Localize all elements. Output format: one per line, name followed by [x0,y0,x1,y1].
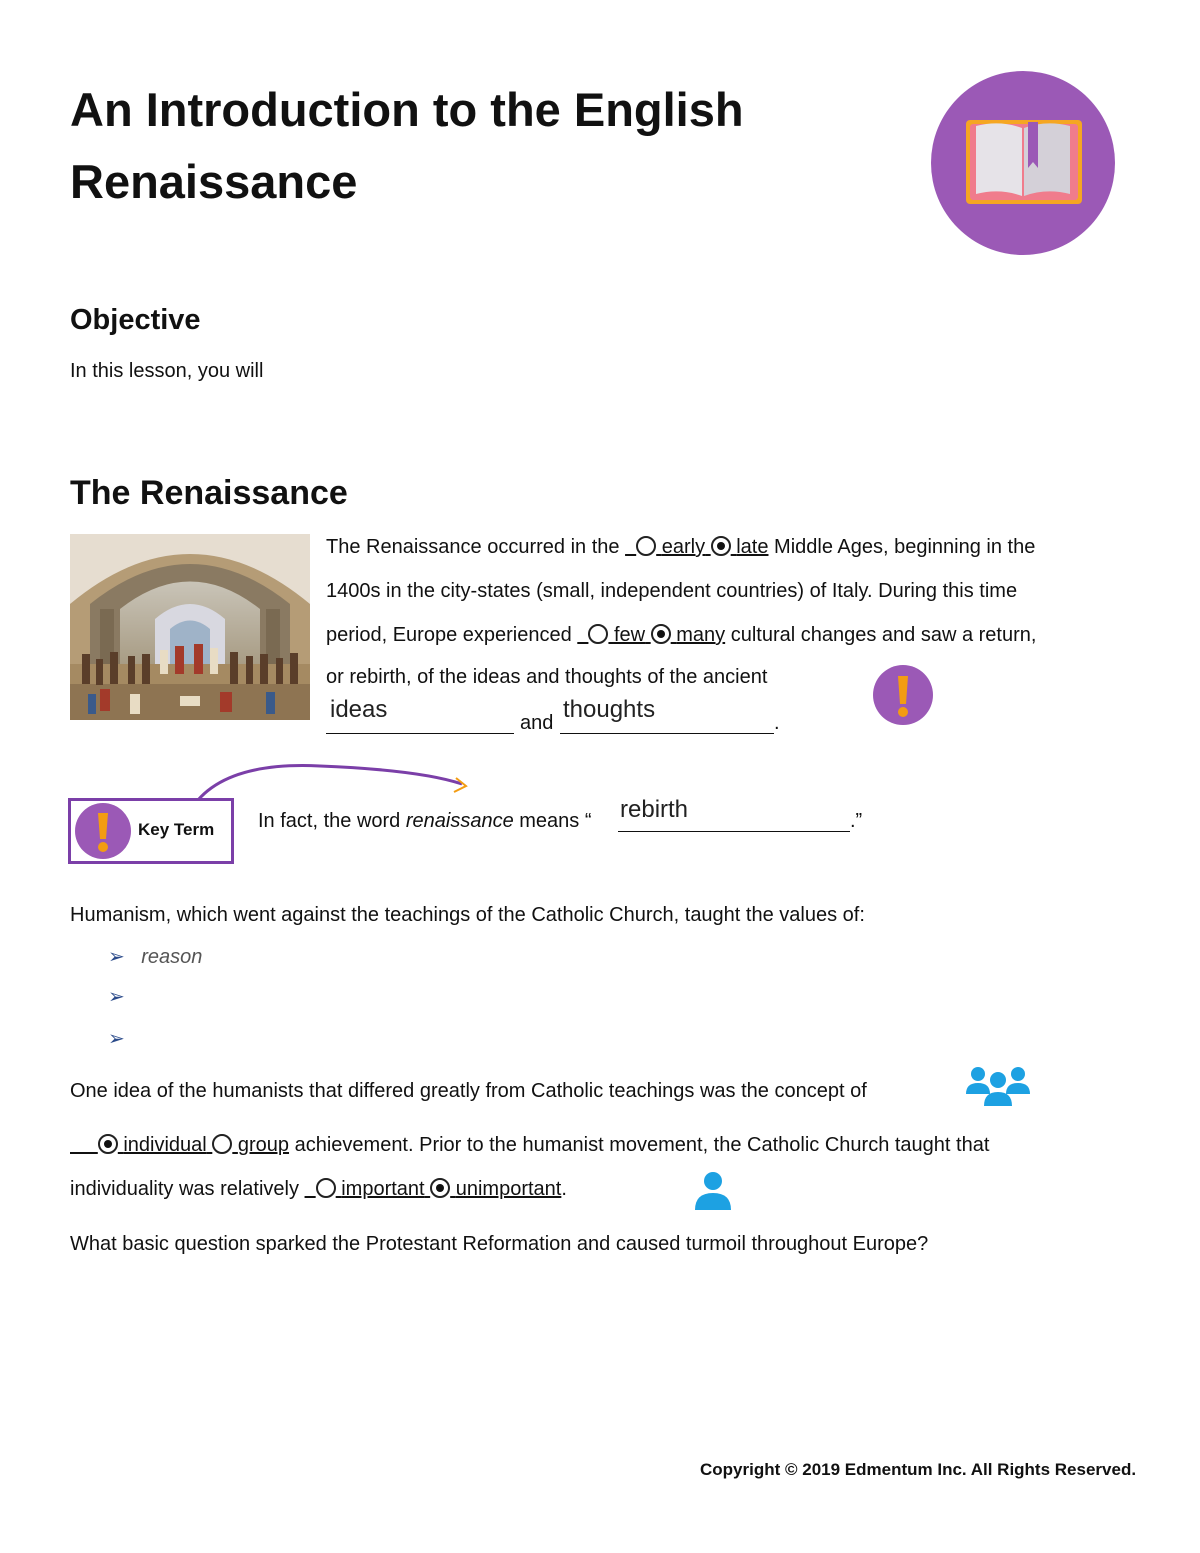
renaissance-line-4: or rebirth, of the ideas and thoughts of the ancient [326,666,768,688]
humanism-value-2 [108,984,137,1009]
humanism-intro: Humanism, which went against the teachings of the Catholic Church, taught the values of: [70,904,865,926]
few-option-label: few [613,624,646,646]
many-option-label: many [676,624,726,646]
objective-text: In this lesson, you will [70,360,264,382]
renaissance-text-3b: cultural changes and saw a return, [730,624,1037,646]
page-title: An Introduction to the English Renaissance [70,83,744,208]
unimportant-radio[interactable] [430,1178,450,1198]
renaissance-heading: The Renaissance [70,474,348,512]
arrow-bullet-icon: ➢ [108,946,125,968]
rebirth-blank-line [618,831,850,832]
renaissance-text-3a: period, Europe experienced [326,624,572,646]
humanism-value-1 [108,944,202,969]
late-option-label: late [736,536,769,558]
key-term-sentence [258,810,592,833]
late-radio[interactable] [711,536,731,556]
ancient-blank-2-line [560,733,774,734]
key-term-text-b: means “ [519,810,592,832]
humanist-idea-text-2b: achievement. Prior to the humanist movement, the Catholic Church taught that [294,1134,990,1156]
key-term-label: Key Term [138,820,215,839]
early-radio[interactable] [636,536,656,556]
important-unimportant-choice [305,1178,562,1200]
humanist-idea-line-2 [70,1134,989,1157]
key-term-text-a: In fact, the word [258,810,401,832]
ancient-blank-2-value[interactable]: thoughts [563,696,656,723]
humanism-value-1-text[interactable]: reason [141,946,203,968]
person-icon [692,1170,734,1212]
rebirth-blank-value[interactable]: rebirth [620,796,689,823]
many-radio[interactable] [651,624,671,644]
early-late-choice [625,536,768,558]
unimportant-option-label: unimportant [455,1178,562,1200]
school-of-athens-painting [70,534,310,720]
ancient-period: . [774,712,780,734]
renaissance-line-3 [326,624,1036,647]
ancient-blank-1-value[interactable]: ideas [330,696,388,723]
renaissance-line-2: 1400s in the city-states (small, independent countries) of Italy. During this time [326,580,1018,602]
humanist-idea-line-1: One idea of the humanists that differed greatly from Catholic teachings was the concept of [70,1080,867,1102]
humanist-idea-text-3a: individuality was relatively [70,1178,299,1200]
important-radio[interactable] [316,1178,336,1198]
exclamation-icon [872,664,934,726]
renaissance-text-1a: The Renaissance occurred in the [326,536,620,558]
key-term-exclamation-icon [74,802,132,860]
group-radio[interactable] [212,1134,232,1154]
people-group-icon [964,1064,1034,1110]
individual-option-label: individual [123,1134,207,1156]
and-text: and [520,712,554,734]
key-term-text-c: .” [850,810,863,832]
renaissance-text-1b: Middle Ages, beginning in the [774,536,1036,558]
individual-radio[interactable] [98,1134,118,1154]
key-term-word: renaissance [405,810,514,832]
group-option-label: group [237,1134,290,1156]
few-radio[interactable] [588,624,608,644]
copyright-notice: Copyright © 2019 Edmentum Inc. All Rights Reserved. [700,1460,1137,1479]
humanist-idea-end: . [561,1178,567,1200]
arrow-bullet-icon: ➢ [108,986,125,1008]
few-many-choice [577,624,725,646]
objective-heading: Objective [70,304,201,336]
humanism-value-3 [108,1026,137,1051]
reformation-question: What basic question sparked the Protestant Reformation and caused turmoil throughout Europe? [70,1233,929,1255]
individual-group-choice [70,1134,289,1156]
early-option-label: early [661,536,706,558]
important-option-label: important [341,1178,425,1200]
renaissance-line-1 [326,536,1035,559]
open-book-icon [930,70,1116,256]
ancient-blank-1-line [326,733,514,734]
arrow-bullet-icon: ➢ [108,1028,125,1050]
humanist-idea-line-3 [70,1178,567,1201]
